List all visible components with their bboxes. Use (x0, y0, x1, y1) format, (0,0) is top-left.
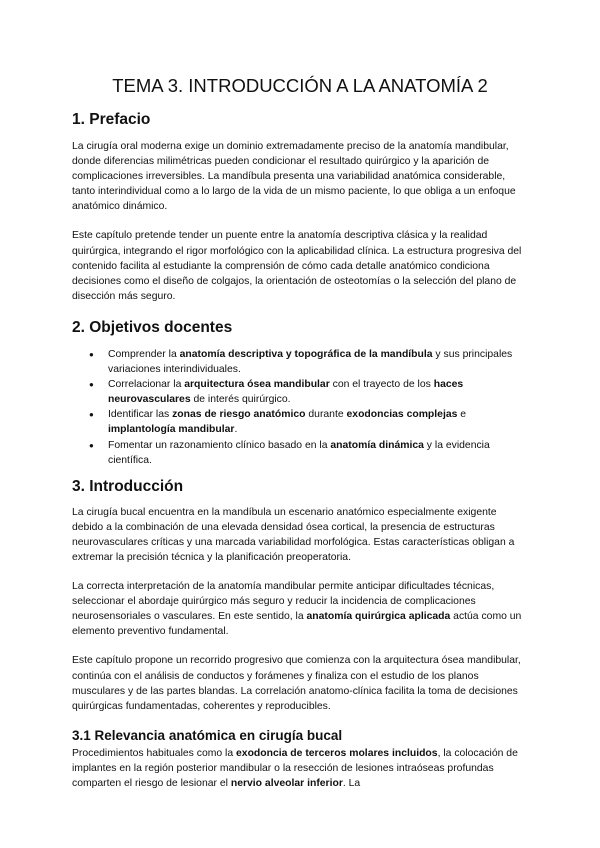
section-heading-objetivos: 2. Objetivos docentes (72, 318, 233, 336)
section-heading-introduccion: 3. Introducción (72, 477, 184, 495)
introduccion-paragraph-2: La correcta interpretación de la anatomía mandibular permite anticipar dificultades técnicas, seleccionar el abordaje quirúrgico más seguro y reducir la incidencia de complicaciones neurosensoriales o vasculares. En este sentido, la anatomía quirúrgica aplicada actúa como un elemento preventivo fundamental. (72, 581, 522, 638)
list-item: ● Fomentar un razonamiento clínico basado en la anatomía dinámica y la evidencia científica. (72, 438, 528, 468)
list-item: ● Comprender la anatomía descriptiva y topográfica de la mandíbula y sus principales variaciones interindividuales. (72, 347, 528, 377)
relevancia-paragraph: Procedimientos habituales como la exodoncia de terceros molares incluidos, la colocación de implantes en la región posterior mandibular o la resección de lesiones intraóseas profundas comparten el riesgo de lesionar el nervio alveolar inferior. La (72, 747, 518, 789)
objetivos-list (72, 347, 528, 468)
list-item: ● Identificar las zonas de riesgo anatómico durante exodoncias complejas e implantología mandibular. (72, 407, 528, 437)
introduccion-paragraph-3: Este capítulo propone un recorrido progresivo que comienza con la arquitectura ósea mandibular, continúa con el análisis de conductos y forámenes y finaliza con el estudio de los planos musculares y de las partes blandas. La correlación anatomo-clínica facilita la toma de decisiones quirúrgicas fundamentadas, coherentes y reproducibles. (72, 655, 521, 712)
prefacio-paragraph-2: Este capítulo pretende tender un puente entre la anatomía descriptiva clásica y la realidad quirúrgica, integrando el rigor morfológico con la aplicabilidad clínica. La estructura progresiva del contenido facilita al estudiante la comprensión de cómo cada detalle anatómico condiciona decisiones como el diseño de colgajos, la orientación de osteotomías o la selección del plano de disección más seguro. (72, 230, 522, 302)
list-item: ● Correlacionar la arquitectura ósea mandibular con el trayecto de los haces neurovasculares de interés quirúrgico. (72, 377, 528, 407)
prefacio-paragraph-1: La cirugía oral moderna exige un dominio extremadamente preciso de la anatomía mandibular, donde diferencias milimétricas pueden condicionar el resultado quirúrgico y la aparición de complicaciones irreversibles. La mandíbula presenta una variabilidad anatómica considerable, tanto interindividual como a lo largo de la vida de un mismo paciente, lo que obliga a un enfoque anatómico dinámico. (72, 141, 516, 213)
introduccion-paragraph-1: La cirugía bucal encuentra en la mandíbula un escenario anatómico especialmente exigente debido a la combinación de una elevada densidad ósea cortical, la presencia de estructuras neurovasculares críticas y una marcada variabilidad morfológica. Estas características obligan a extremar la precisión técnica y la planificación preoperatoria. (72, 506, 515, 563)
section-heading-prefacio: 1. Prefacio (72, 111, 151, 128)
subsection-heading-relevancia: 3.1 Relevancia anatómica en cirugía bucal (72, 727, 343, 743)
page-title: TEMA 3. INTRODUCCIÓN A LA ANATOMÍA 2 (112, 75, 488, 96)
